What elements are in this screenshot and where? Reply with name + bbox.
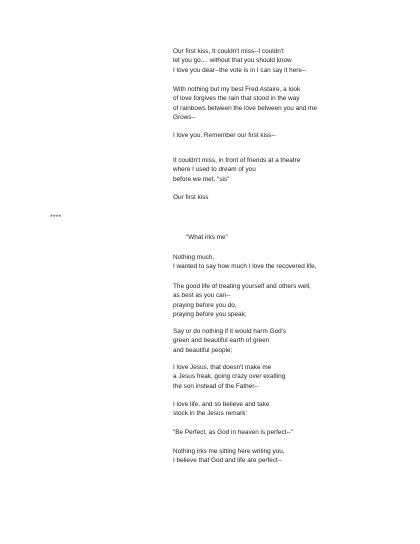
- poem-line: I love life, and so believe and take: [173, 401, 270, 408]
- poem2-stanza-2: [173, 282, 413, 320]
- poem-line: I believe that God and life are perfect--: [173, 457, 283, 465]
- poem-line: I wanted to say how much I love the recovered life,: [173, 263, 317, 271]
- poem2-stanza-6: [173, 428, 413, 437]
- poem-line: praying before you speak;: [173, 311, 247, 319]
- poem-line: let you go.... without that you should know: [173, 57, 292, 65]
- poem-line: of love forgives the rain that stood in the way: [173, 95, 300, 103]
- poem-line: Nothing irks me sitting here writing you,: [173, 448, 285, 455]
- poem-line: Say or do nothing if it would harm God's: [173, 328, 287, 335]
- poem2-stanza-5: [173, 400, 413, 419]
- poem-line: the son instead of the Father--: [173, 382, 259, 390]
- poem2-stanza-7: [173, 447, 413, 466]
- poem-line: With nothing but my best Fred Astaire, a look: [173, 86, 301, 93]
- poem-line: before we met, "sis": [173, 175, 230, 183]
- poem-line: of rainbows between the love between you and me: [173, 104, 317, 112]
- poem-line: Nothing much,: [173, 254, 215, 261]
- poem-line: Our first kiss: [173, 194, 209, 201]
- poem-line: "Be Perfect, as God in heaven is perfect--": [173, 429, 293, 436]
- poem-line: I love you dear--the vote is in I can say it here--: [173, 66, 307, 74]
- poem1-stanza-3: [173, 131, 413, 140]
- poem1-stanza-4: [173, 156, 413, 184]
- poem-line: green and beautiful earth of green: [173, 337, 270, 345]
- poem-line: I love you, Remember our first kiss--: [173, 132, 276, 139]
- poem-line: Grows--: [173, 114, 196, 122]
- poem-line: I love Jesus, that doesn't make me: [173, 364, 272, 371]
- poem-line: It couldn't miss, in front of friends at a theatre: [173, 157, 301, 164]
- poem-line: as best as you can--: [173, 292, 231, 300]
- poem-line: praying before you do,: [173, 301, 237, 309]
- poem-line: The good life of treating yourself and others well,: [173, 283, 311, 290]
- poem2-stanza-1: [173, 253, 413, 272]
- poem-line: stock in the Jesus remark:: [173, 410, 248, 418]
- poem-line: where I used to dream of you: [173, 166, 256, 174]
- poem1-stanza-5: [173, 193, 413, 202]
- section-separator: ****: [50, 214, 62, 221]
- poem-line: and beautiful people;: [173, 346, 233, 354]
- poem1-stanza-2: [173, 85, 413, 123]
- poem1-stanza-1: [173, 47, 413, 75]
- poem-line: a Jesus freak, going crazy over exalting: [173, 373, 286, 381]
- poem-line: Our first kiss, It couldn't miss--I couldn't: [173, 48, 284, 55]
- poem2-stanza-4: [173, 363, 413, 391]
- poem2-stanza-3: [173, 327, 413, 355]
- poem2-title: "What irks me": [186, 234, 228, 241]
